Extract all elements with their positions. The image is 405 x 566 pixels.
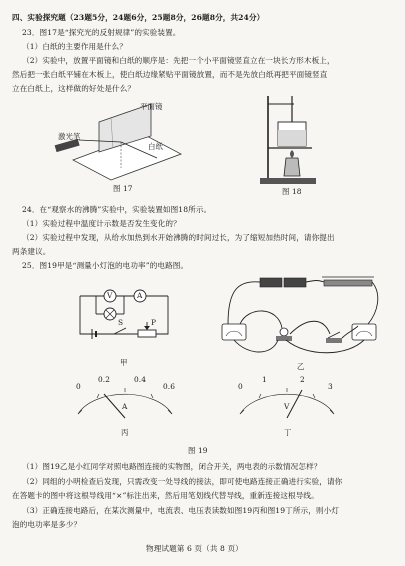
q25-part2-line1: （2）同组的小明检查后发现，只需改变一处导线的接法，即可使电路连接正确进行实验，请你 — [22, 477, 343, 486]
section-title: 四、实验探究题（23题5分，24题6分，25题8分，26题8分，共24分） — [12, 13, 265, 22]
fig19-bing-tick-2: 0.4 — [134, 375, 147, 384]
fig19-caption: 图 19 — [188, 446, 208, 455]
fig19-bing-unit: A — [122, 402, 128, 411]
figure-18-boiling-apparatus — [258, 92, 318, 186]
fig19-subcaption-ding: 丁 — [284, 428, 292, 437]
fig19-ding-tick-2: 2 — [300, 375, 305, 384]
q23-part2-line2: 然后把一张白纸平铺在木板上，使白纸边缘紧贴平面镜放置，而不是先放白纸再把平面镜竖直 — [12, 70, 328, 79]
q25-part3-line1: （3）正确连接电路后，在某次测量中，电流表、电压表读数如图19丙和图19丁所示，则小灯 — [22, 506, 340, 515]
fig17-caption: 图 17 — [113, 184, 133, 193]
fig19-ding-unit: V — [284, 402, 290, 411]
figure-19-ding-voltmeter-dial — [232, 380, 342, 420]
fig18-caption: 图 18 — [282, 187, 302, 196]
fig19-ding-tick-1: 1 — [262, 375, 267, 384]
fig17-label-mirror: 平面镜 — [140, 102, 163, 111]
fig19-ding-tick-3: 3 — [328, 382, 333, 391]
fig19-subcaption-jia: 甲 — [120, 358, 128, 367]
q24-part2-line1: （2）实验过程中发现，从给水加热到水开始沸腾的时间过长，为了缩短加热时间，请你提出 — [22, 233, 335, 242]
q25-part2-line2: 在答题卡的图中将这根导线用“×”标注出来，然后用笔划线代替导线，重新连接这根导线。 — [12, 491, 319, 500]
fig19-rheostat-label: P — [151, 318, 157, 327]
q24-stem: 24．在“观察水的沸腾”实验中，实验装置如图18所示。 — [22, 205, 212, 214]
fig19-bing-tick-3: 0.6 — [163, 382, 176, 391]
q24-part1: （1）实验过程中温度计示数是否发生变化的？ — [22, 219, 181, 228]
q24-part2-line2: 两条建议。 — [12, 247, 51, 256]
q23-stem: 23．图17是“探究光的反射规律”的实验装置。 — [22, 28, 181, 37]
figure-19-yi-wiring-diagram — [218, 276, 382, 358]
q23-part2-line3: 立在白纸上，这样做的好处是什么？ — [12, 84, 136, 93]
fig19-ding-tick-0: 0 — [238, 382, 243, 391]
page-footer: 物理试题第 6 页（共 8 页） — [146, 544, 243, 553]
fig19-subcaption-yi: 乙 — [297, 362, 305, 371]
q25-part3-line2: 泡的电功率是多少？ — [12, 520, 82, 529]
fig19-bing-tick-0: 0 — [76, 382, 81, 391]
fig19-subcaption-bing: 丙 — [121, 428, 129, 437]
q25-stem: 25．图19甲是“测量小灯泡的电功率”的电路图。 — [22, 261, 189, 270]
fig17-label-paper: 白纸 — [148, 142, 163, 151]
q23-part2-line1: （2）实验中，放置平面镜和白纸的顺序是：先把一个小平面镜竖直立在一块长方形木板上， — [22, 56, 335, 65]
fig19-bing-tick-1: 0.2 — [98, 375, 111, 384]
figure-19-jia-circuit-diagram — [74, 282, 174, 338]
q23-part1: （1）白纸的主要作用是什么？ — [22, 42, 127, 51]
fig19-switch-label: S — [118, 318, 124, 327]
q25-part1: （1）图19乙是小红同学对照电路图连接的实物图，闭合开关，两电表的示数情况怎样？ — [22, 462, 322, 471]
fig17-label-laser: 激光笔 — [58, 132, 81, 141]
fig19-ammeter-label: A — [137, 291, 143, 300]
fig19-voltmeter-label: V — [107, 291, 113, 300]
